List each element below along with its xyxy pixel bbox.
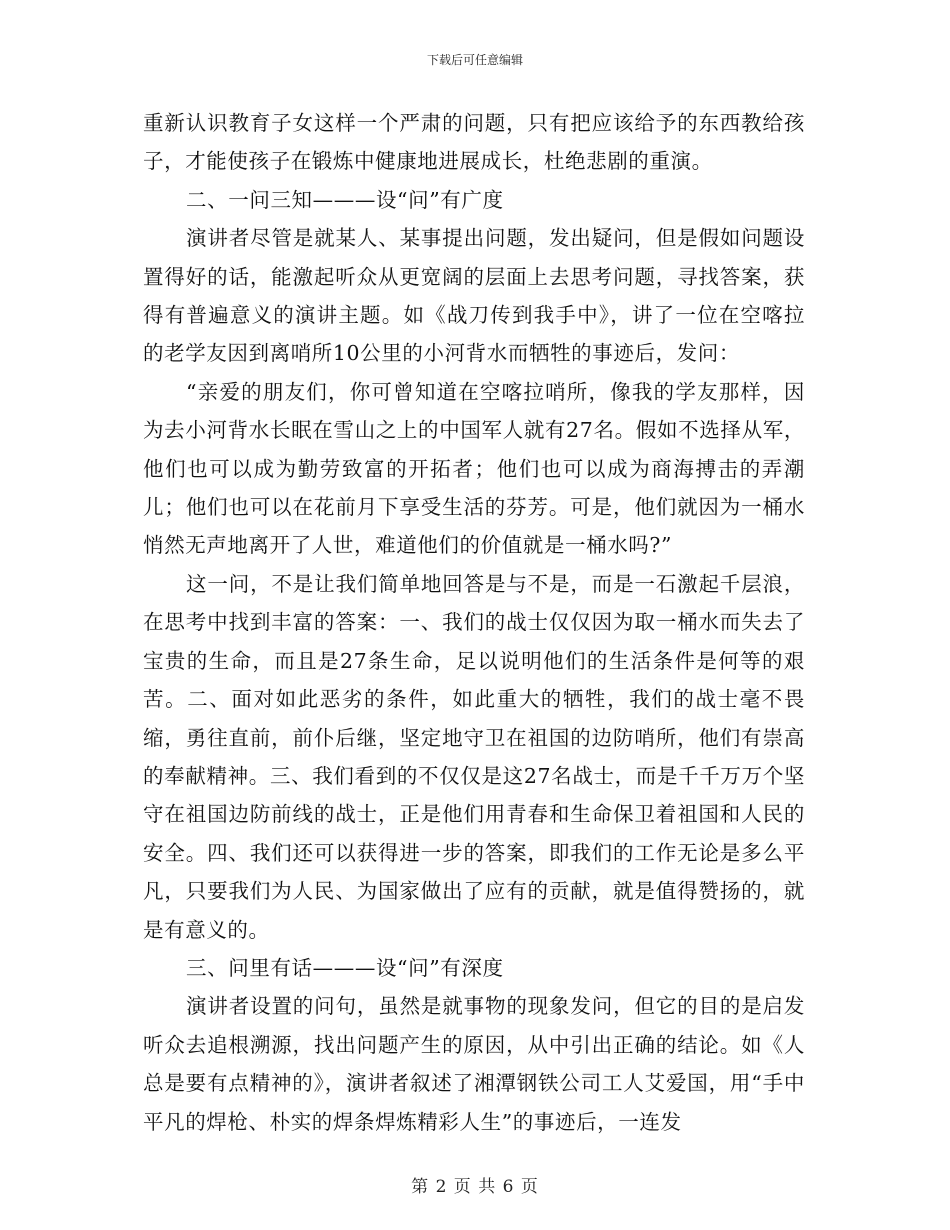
paragraph-3: 演讲者尽管是就某人、某事提出问题，发出疑问，但是假如问题设置得好的话，能激起听众从更宽阔的层面上去思考问题，寻找答案，获得有普遍意义的演讲主题。如《战刀传到我手中》，讲了一位在空喀拉的老学友因到离哨所10公里的小河背水而牺牲的事迹后，发问： — [143, 226, 805, 366]
section-heading-3: 三、问里有话———设“问”有深度 — [186, 955, 504, 980]
paragraph-1: 重新认识教育子女这样一个严肃的问题，只有把应该给予的东西教给孩子，才能使孩子在锻炼中健康地进展成长，杜绝悲剧的重演。 — [143, 111, 805, 174]
quote-paragraph: “亲爱的朋友们，你可曾知道在空喀拉哨所，像我的学友那样，因为去小河背水长眠在雪山之上的中国军人就有27名。假如不选择从军，他们也可以成为勤劳致富的开拓者；他们也可以成为商海搏击的弄潮儿；他们也可以在花前月下享受生活的芬芳。可是，他们就因为一桶水悄然无声地离开了人世，难道他们的价值就是一桶水吗?” — [143, 379, 805, 558]
section-heading-2: 二、一问三知———设“问”有广度 — [186, 187, 504, 212]
paragraph-7: 演讲者设置的问句，虽然是就事物的现象发问，但它的目的是启发听众去追根溯源，找出问题产生的原因，从中引出正确的结论。如《人总是要有点精神的》，演讲者叙述了湘潭钢铁公司工人艾爱国，用“手中平凡的焊枪、朴实的焊条焊炼精彩人生”的事迹后，一连发 — [143, 994, 805, 1134]
paragraph-5: 这一问，不是让我们简单地回答是与不是，而是一石激起千层浪，在思考中找到丰富的答案：一、我们的战士仅仅因为取一桶水而失去了宝贵的生命，而且是27条生命，足以说明他们的生活条件是何等的艰苦。二、面对如此恶劣的条件，如此重大的牺牲，我们的战士毫不畏缩，勇往直前，前仆后继，坚定地守卫在祖国的边防哨所，他们有崇高的奉献精神。三、我们看到的不仅仅是这27名战士，而是千千万万个坚守在祖国边防前线的战士，正是他们用青春和生命保卫着祖国和人民的安全。四、我们还可以获得进一步的答案，即我们的工作无论是多么平凡，只要我们为人民、为国家做出了应有的贡献，就是值得赞扬的，就是有意义的。 — [143, 571, 805, 942]
document-body — [143, 104, 805, 1141]
page-header-note: 下载后可任意编辑 — [426, 53, 523, 67]
page-number: 第 2 页 共 6 页 — [411, 1177, 539, 1197]
